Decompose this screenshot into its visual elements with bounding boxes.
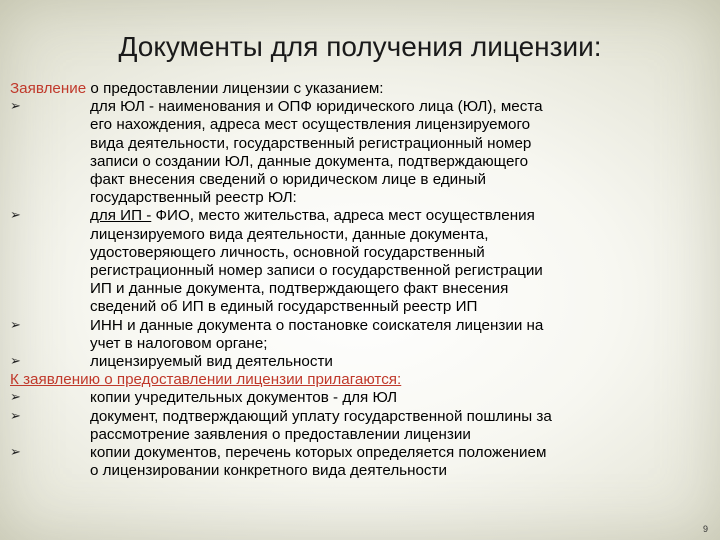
bullet-yl <box>10 98 710 207</box>
ip-first-rest: ФИО, место жительства, адреса мест осуществления <box>151 207 535 225</box>
arrow-bullet-icon: ➢ <box>10 208 21 224</box>
text-line: документ, подтверждающий уплату государственной пошлины за <box>90 407 552 425</box>
text-line: вида деятельности, государственный регистрационный номер <box>90 134 532 152</box>
bullet-text <box>90 353 710 371</box>
text-line: копии учредительных документов - для ЮЛ <box>90 389 398 407</box>
intro-lead: Заявление <box>10 80 87 97</box>
page-number: 9 <box>702 524 708 534</box>
bullet-text <box>90 317 710 353</box>
bullet-ip <box>10 207 710 316</box>
text-line: для ЮЛ - наименования и ОПФ юридического лица (ЮЛ), места <box>90 98 543 116</box>
text-line <box>90 207 710 225</box>
slide-content <box>10 80 710 480</box>
text-line: сведений об ИП в единый государственный реестр ИП <box>90 298 478 316</box>
intro-rest: о предоставлении лицензии с указанием: <box>86 80 384 97</box>
text-line: ИП и данные документа, подтверждающего факт внесения <box>90 280 509 298</box>
ip-lead: для ИП - <box>90 207 152 225</box>
bullet-attach-other <box>10 444 710 480</box>
text-line: рассмотрение заявления о предоставлении лицензии <box>90 425 471 443</box>
bullet-activity <box>10 353 710 371</box>
text-line: ИНН и данные документа о постановке соискателя лицензии на <box>90 316 544 334</box>
arrow-bullet-icon: ➢ <box>10 445 21 461</box>
arrow-bullet-icon: ➢ <box>10 390 21 406</box>
attachments-heading: К заявлению о предоставлении лицензии прилагаются: <box>10 371 402 389</box>
text-line: факт внесения сведений о юридическом лице в единый <box>90 171 486 189</box>
bullet-text <box>90 408 710 444</box>
text-line: учет в налоговом органе; <box>90 334 268 352</box>
text-line: его нахождения, адреса мест осуществления лицензируемого <box>90 116 531 134</box>
bullet-attach-fee <box>10 408 710 444</box>
attachments-heading-line <box>10 371 710 389</box>
intro-line <box>10 80 710 98</box>
bullet-attach-founding <box>10 389 710 407</box>
bullet-inn <box>10 317 710 353</box>
bullet-text <box>90 207 710 316</box>
text-line: лицензируемый вид деятельности <box>90 353 333 371</box>
text-line: регистрационный номер записи о государственной регистрации <box>90 262 543 280</box>
text-line: копии документов, перечень которых определяется положением <box>90 444 547 462</box>
text-line: государственный реестр ЮЛ: <box>90 189 297 207</box>
arrow-bullet-icon: ➢ <box>10 408 21 424</box>
text-line: о лицензировании конкретного вида деятельности <box>90 462 447 480</box>
bullet-text <box>90 389 710 407</box>
slide-title: Документы для получения лицензии: <box>118 31 602 62</box>
arrow-bullet-icon: ➢ <box>10 99 21 115</box>
bullet-text <box>90 444 710 480</box>
text-line: удостоверяющего личность, основной государственный <box>90 243 485 261</box>
arrow-bullet-icon: ➢ <box>10 317 21 333</box>
text-line: записи о создании ЮЛ, данные документа, подтверждающего <box>90 152 529 170</box>
arrow-bullet-icon: ➢ <box>10 354 21 370</box>
bullet-text <box>90 98 710 207</box>
text-line: лицензируемого вида деятельности, данные документа, <box>90 225 489 243</box>
